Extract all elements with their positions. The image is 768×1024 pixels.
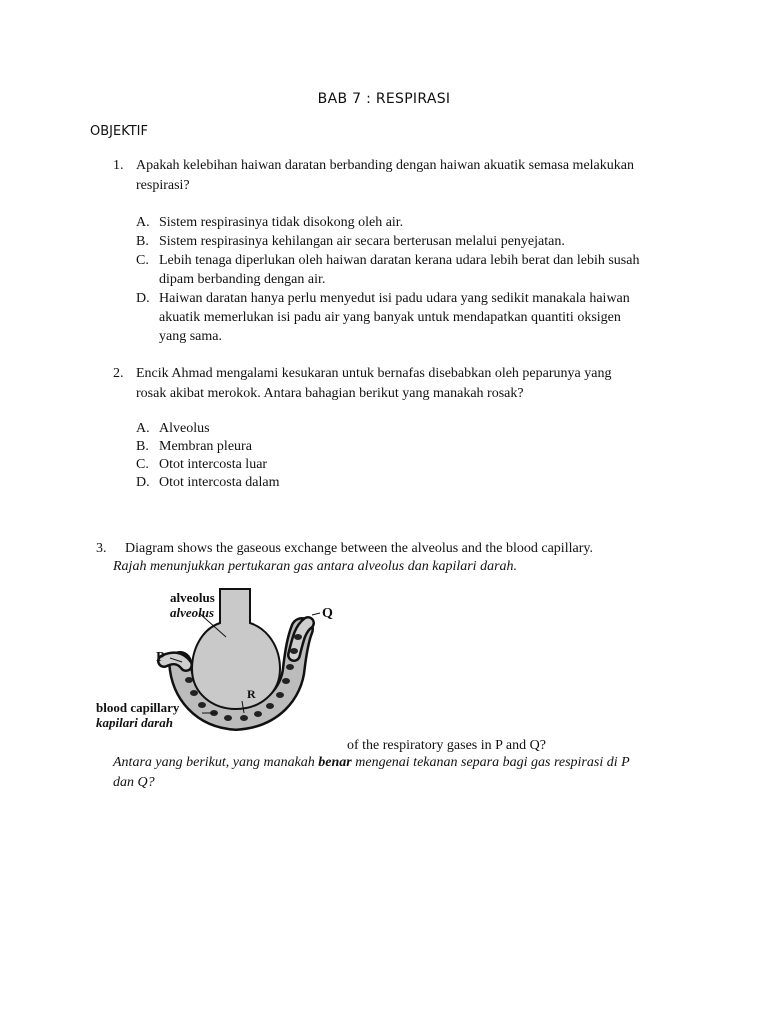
question-1-stem-line: respirasi? xyxy=(136,178,190,193)
label-p: P xyxy=(156,650,165,665)
option-text: yang sama. xyxy=(159,329,222,344)
option-letter: C. xyxy=(136,457,149,472)
option-a xyxy=(136,420,536,438)
prompt-ms-before: Antara yang berikut, yang manakah xyxy=(113,755,319,770)
label-r: R xyxy=(247,687,256,701)
option-letter: B. xyxy=(136,234,149,249)
option-letter: D. xyxy=(136,291,150,306)
option-c xyxy=(136,456,536,474)
question-3-number: 3. xyxy=(96,541,107,556)
option-letter: B. xyxy=(136,439,149,454)
q-leader-line xyxy=(312,613,320,615)
option-letter: A. xyxy=(136,215,150,230)
question-3-stem-ms: Rajah menunjukkan pertukaran gas antara alveolus dan kapilari darah. xyxy=(113,559,518,574)
option-letter: C. xyxy=(136,253,149,268)
option-text: dipam berbanding dengan air. xyxy=(159,272,326,287)
option-text: Haiwan daratan hanya perlu menyedut isi padu udara yang sedikit manakala haiwan xyxy=(159,291,630,306)
question-3-stem-en: Diagram shows the gaseous exchange between the alveolus and the blood capillary. xyxy=(125,541,593,556)
label-q: Q xyxy=(322,606,333,621)
question-2-options xyxy=(136,420,536,492)
prompt-ms-after: mengenai tekanan separa bagi gas respirasi di P xyxy=(351,755,630,770)
option-text: Membran pleura xyxy=(159,439,252,454)
option-text: Otot intercosta dalam xyxy=(159,475,280,490)
option-c xyxy=(136,251,696,289)
question-2-stem xyxy=(136,364,696,404)
question-2-stem-line: rosak akibat merokok. Antara bahagian berikut yang manakah rosak? xyxy=(136,386,524,401)
option-d xyxy=(136,289,696,346)
question-2-number: 2. xyxy=(113,366,124,381)
label-blood-capillary: blood capillary xyxy=(96,700,180,715)
option-letter: D. xyxy=(136,475,150,490)
label-blood-capillary-ms: kapilari darah xyxy=(96,715,173,730)
question-1-options xyxy=(136,213,696,346)
question-1-number: 1. xyxy=(113,158,124,173)
prompt-ms-bold: benar xyxy=(318,755,352,770)
option-text: Lebih tenaga diperlukan oleh haiwan daratan kerana udara lebih berat dan lebih susah xyxy=(159,253,640,268)
section-heading: OBJEKTIF xyxy=(90,124,148,139)
question-3-prompt-ms-line2: dan Q? xyxy=(113,775,155,790)
option-text: Sistem respirasinya tidak disokong oleh air. xyxy=(159,215,404,230)
label-alveolus-ms: alveolus xyxy=(170,605,215,620)
option-d xyxy=(136,474,536,492)
question-3-prompt-ms xyxy=(113,753,693,793)
option-text: Otot intercosta luar xyxy=(159,457,268,472)
question-1-stem xyxy=(136,156,696,196)
alveolus-diagram xyxy=(94,585,346,735)
question-3-prompt-en-tail: of the respiratory gases in P and Q? xyxy=(347,738,546,753)
option-text: Alveolus xyxy=(159,421,210,436)
page-title: BAB 7 : RESPIRASI xyxy=(317,91,451,107)
question-1-stem-line: Apakah kelebihan haiwan daratan berbanding dengan haiwan akuatik semasa melakukan xyxy=(136,158,634,173)
option-b xyxy=(136,438,536,456)
question-2-stem-line: Encik Ahmad mengalami kesukaran untuk bernafas disebabkan oleh peparunya yang xyxy=(136,366,612,381)
option-b xyxy=(136,232,696,251)
option-a xyxy=(136,213,696,232)
label-alveolus: alveolus xyxy=(170,590,215,605)
question-3-prompt-ms-line1 xyxy=(113,753,693,773)
option-letter: A. xyxy=(136,421,150,436)
option-text: Sistem respirasinya kehilangan air secara berterusan melalui penyejatan. xyxy=(159,234,565,249)
option-text: akuatik memerlukan isi padu air yang banyak untuk mendapatkan quantiti oksigen xyxy=(159,310,621,325)
